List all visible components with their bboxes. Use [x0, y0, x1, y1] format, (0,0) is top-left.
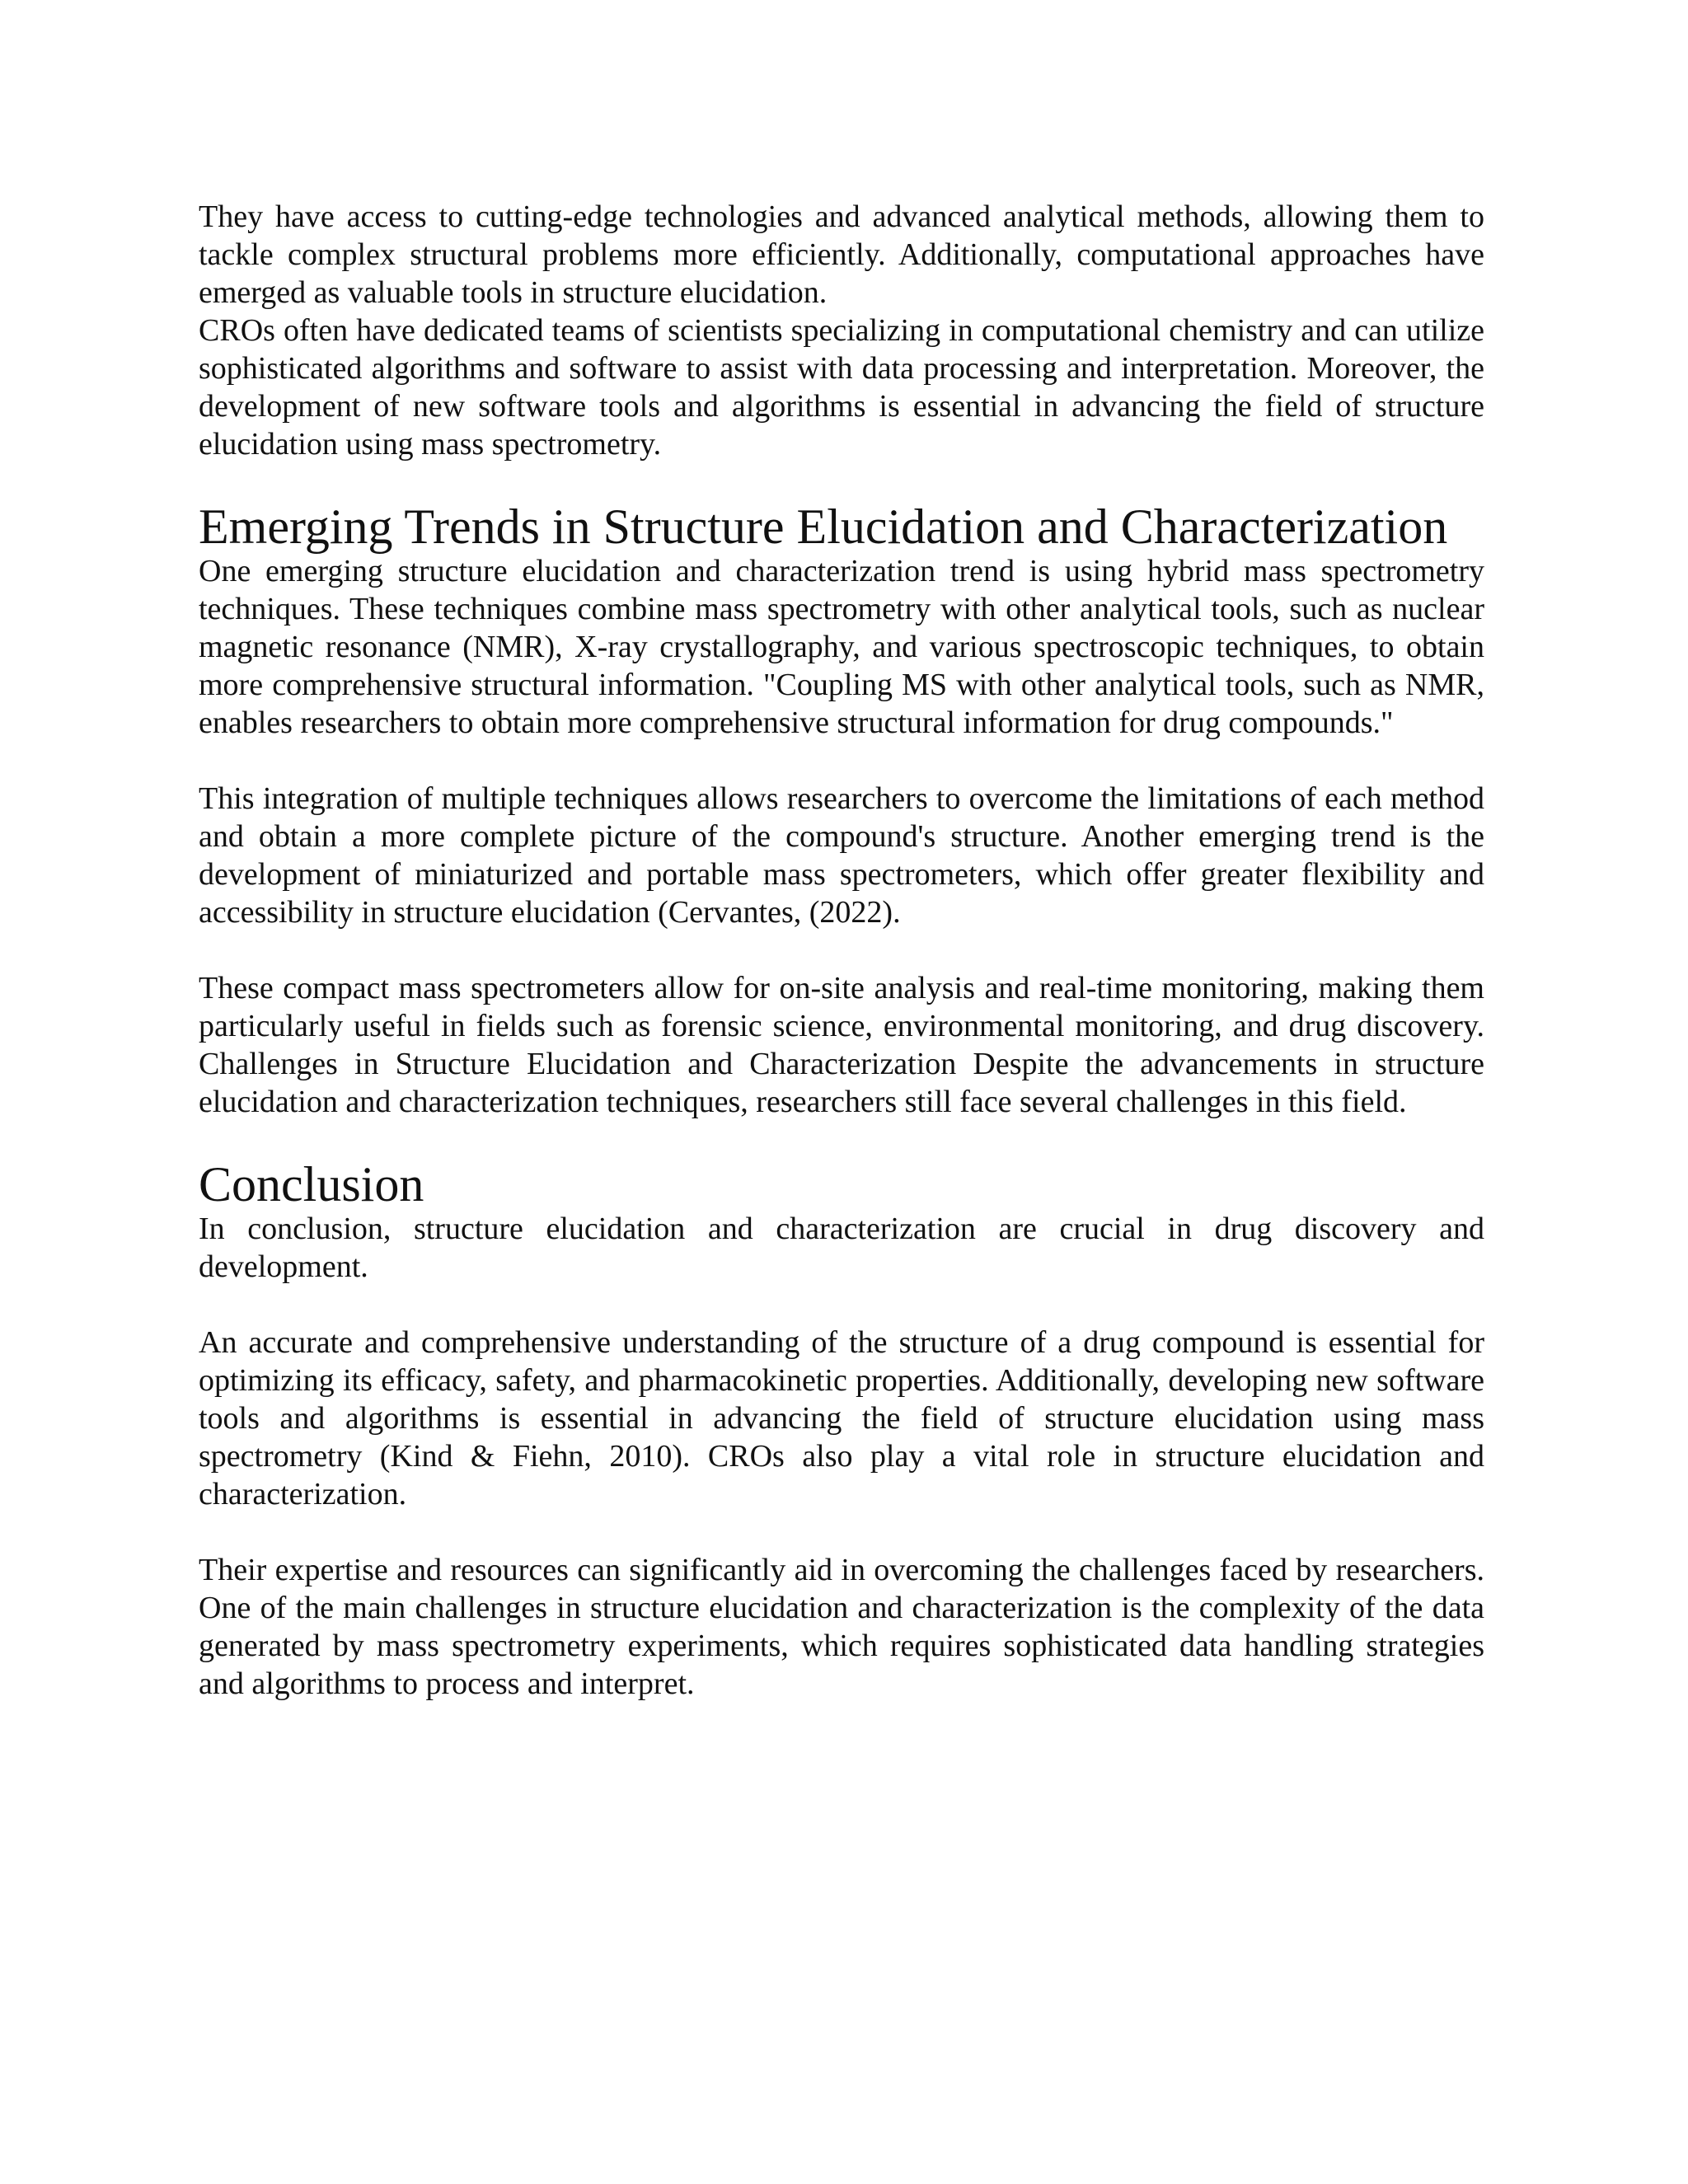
trends-paragraph-1: One emerging structure elucidation and characterization trend is using hybrid mass spectrometry techniques. These techniques combine mass spectrometry with other analytical tools, such as nuclear magnetic resonance (NMR), X-ray crystallography, and various spectroscopic techniques, to obtain more comprehensive structural information. "Coupling MS with other analytical tools, such as NMR, enables researchers to obtain more comprehensive structural information for drug compounds."	[199, 554, 1484, 740]
intro-paragraph-2: CROs often have dedicated teams of scientists specializing in computational chemistry and can utilize sophisticated algorithms and software to assist with data processing and interpretation. Moreover, the development of new software tools and algorithms is essential in advancing the field of structure elucidation using mass spectrometry.	[199, 313, 1484, 462]
conclusion-paragraph-3: Their expertise and resources can significantly aid in overcoming the challenges faced by researchers. One of the main challenges in structure elucidation and characterization is the complexity of the data generated by mass spectrometry experiments, which requires sophisticated data handling strategies and algorithms to process and interpret.	[199, 1553, 1484, 1701]
conclusion-paragraph-2: An accurate and comprehensive understanding of the structure of a drug compound is essential for optimizing its efficacy, safety, and pharmacokinetic properties. Additionally, developing new software tools and algorithms is essential in advancing the field of structure elucidation using mass spectrometry (Kind & Fiehn, 2010). CROs also play a vital role in structure elucidation and characterization.	[199, 1325, 1484, 1511]
page-content	[199, 198, 1484, 1703]
trends-paragraph-3: These compact mass spectrometers allow for on-site analysis and real-time monitoring, making them particularly useful in fields such as forensic science, environmental monitoring, and drug discovery. Challenges in Structure Elucidation and Characterization Despite the advancements in structure elucidation and characterization techniques, researchers still face several challenges in this field.	[199, 971, 1484, 1119]
conclusion-paragraph-1: In conclusion, structure elucidation and characterization are crucial in drug discovery and development.	[199, 1212, 1484, 1284]
trends-paragraph-2: This integration of multiple techniques allows researchers to overcome the limitations of each method and obtain a more complete picture of the compound's structure. Another emerging trend is the development of miniaturized and portable mass spectrometers, which offer greater flexibility and accessibility in structure elucidation (Cervantes, (2022).	[199, 781, 1484, 930]
section-heading-emerging-trends: Emerging Trends in Structure Elucidation and Characterization	[199, 499, 1448, 554]
section-heading-conclusion: Conclusion	[199, 1157, 424, 1212]
intro-paragraph-1: They have access to cutting-edge technologies and advanced analytical methods, allowing them to tackle complex structural problems more efficiently. Additionally, computational approaches have emerged as valuable tools in structure elucidation.	[199, 199, 1484, 310]
